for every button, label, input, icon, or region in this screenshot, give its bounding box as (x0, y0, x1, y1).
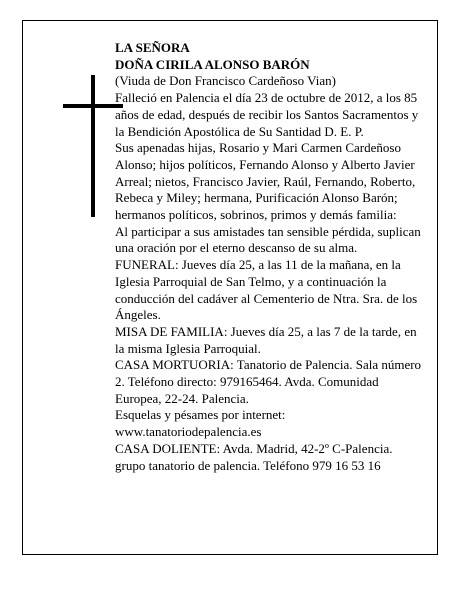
latin-cross-crossbar (63, 104, 123, 108)
widow-note: (Viuda de Don Francisco Cardeñoso Vian) (115, 73, 336, 89)
obituary-text (115, 40, 425, 474)
family-home-info: CASA DOLIENTE: Avda. Madrid, 42-2º C-Palencia. grupo tanatorio de palencia. Teléfono 979 16 53 16 (115, 440, 393, 473)
family-mass-info: MISA DE FAMILIA: Jueves día 25, a las 7 de la tarde, en la misma Iglesia Parroquial. (115, 323, 417, 356)
death-announcement: Falleció en Palencia el día 23 de octubre de 2012, a los 85 años de edad, después de recibir los Santos Sacramentos y la Bendición Apostólica de Su Santidad D. E. P. (115, 90, 419, 139)
internet-condolences: Esquelas y pésames por internet: www.tanatoriodepalencia.es (115, 407, 286, 440)
latin-cross-icon (91, 75, 95, 217)
family-list: Sus apenadas hijas, Rosario y Mari Carmen Cardeñoso Alonso; hijos políticos, Fernando Alonso y Alberto Javier Arreal; nietos, Francisco Javier, Raúl, Fernando, Roberto, Rebeca y Miley; hermana, Purificación Alonso Barón; hermanos políticos, sobrinos, primos y demás familia: (115, 140, 416, 223)
prayer-request: Al participar a sus amistades tan sensible pérdida, suplican una oración por el eterno descanso de su alma. (115, 223, 421, 256)
funeral-info: FUNERAL: Jueves día 25, a las 11 de la mañana, en la Iglesia Parroquial de San Telmo, y a continuación la conducción del cadáver al Cementerio de Ntra. Sra. de los Ángeles. (115, 257, 418, 323)
deceased-name: DOÑA CIRILA ALONSO BARÓN (115, 56, 310, 72)
title-line-1: LA SEÑORA (115, 40, 190, 55)
mortuary-info: CASA MORTUORIA: Tanatorio de Palencia. Sala número 2. Teléfono directo: 979165464. Avda. Comunidad Europea, 22-24. Palencia. (115, 357, 422, 406)
